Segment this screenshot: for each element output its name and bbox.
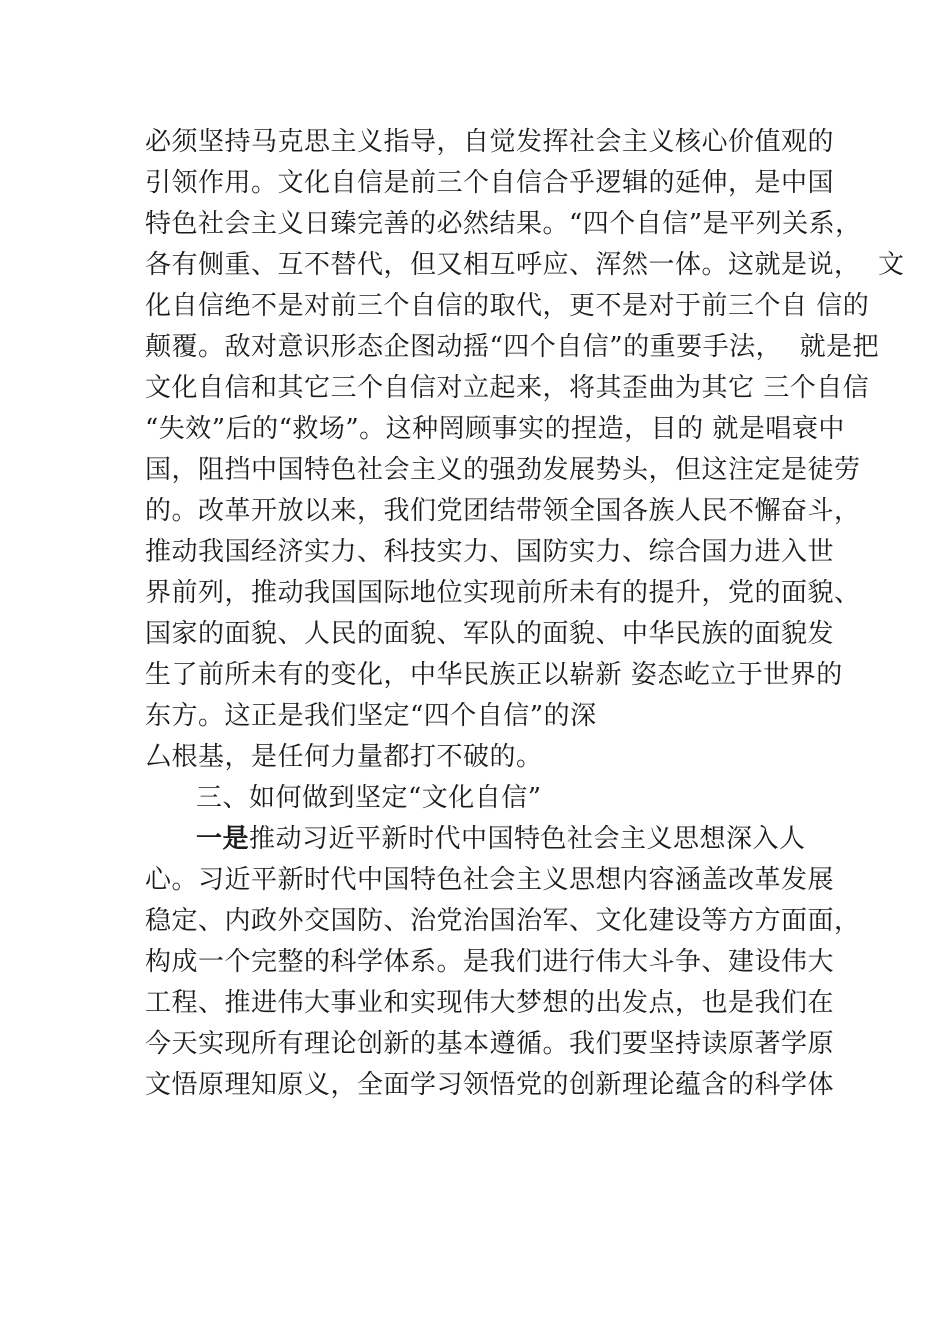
text-line: 引领作用。文化自信是前三个自信合乎逻辑的延伸，是中国 (145, 168, 835, 198)
paragraph-lead-rest: 推动习近平新时代中国特色社会主义思想深入人 (249, 824, 806, 854)
text-line: 文悟原理知原义，全面学习领悟党的创新理论蕴含的科学体 (145, 1070, 835, 1100)
text-line: 稳定、内政外交国防、治党治国治军、文化建设等方方面面， (145, 906, 861, 936)
paragraph-lead-bold: 一是 (196, 824, 250, 854)
section-heading: 三、如何做到坚定“文化自信” (196, 783, 542, 813)
paragraph-first-line (196, 823, 806, 855)
text-line: 工程、推进伟大事业和实现伟大梦想的出发点，也是我们在 (145, 988, 835, 1018)
text-line: 必须坚持马克思主义指导，自觉发挥社会主义核心价值观的 (145, 127, 835, 157)
text-line: 界前列，推动我国国际地位实现前所未有的提升，党的面貌、 (145, 578, 861, 608)
text-line: 推动我国经济实力、科技实力、国防实力、综合国力进入世 (145, 537, 835, 567)
text-line: 厶根基，是任何力量都打不破的。 (145, 742, 543, 772)
text-line: 化自信绝不是对前三个自信的取代，更不是对于前三个自 信的 (145, 291, 870, 321)
text-line: 国家的面貌、人民的面貌、军队的面貌、中华民族的面貌发 (145, 619, 835, 649)
text-line: 各有侧重、互不替代，但又相互呼应、浑然一体。这就是说， 文 (145, 250, 905, 280)
text-line: 文化自信和其它三个自信对立起来，将其歪曲为其它 三个自信 (145, 373, 870, 403)
text-line: 东方。这正是我们坚定“四个自信”的深 (145, 701, 597, 731)
text-line: 特色社会主义日臻完善的必然结果。“四个自信”是平列关系， (145, 209, 862, 239)
text-line: 颠覆。敌对意识形态企图动摇“四个自信”的重要手法， 就是把 (145, 332, 880, 362)
text-line: 构成一个完整的科学体系。是我们进行伟大斗争、建设伟大 (145, 947, 835, 977)
text-line: 今天实现所有理论创新的基本遵循。我们要坚持读原著学原 (145, 1029, 835, 1059)
text-line: 生了前所未有的变化，中华民族正以崭新 姿态屹立于世界的 (145, 660, 843, 690)
text-line: 的。改革开放以来，我们党团结带领全国各族人民不懈奋斗， (145, 496, 861, 526)
text-line: 心。习近平新时代中国特色社会主义思想内容涵盖改革发展 (145, 865, 835, 895)
text-line: “失效”后的“救场”。这种罔顾事实的捏造，目的 就是唱衰中 (145, 414, 845, 444)
text-line: 国，阻挡中国特色社会主义的强劲发展势头，但这注定是徒劳 (145, 455, 861, 485)
